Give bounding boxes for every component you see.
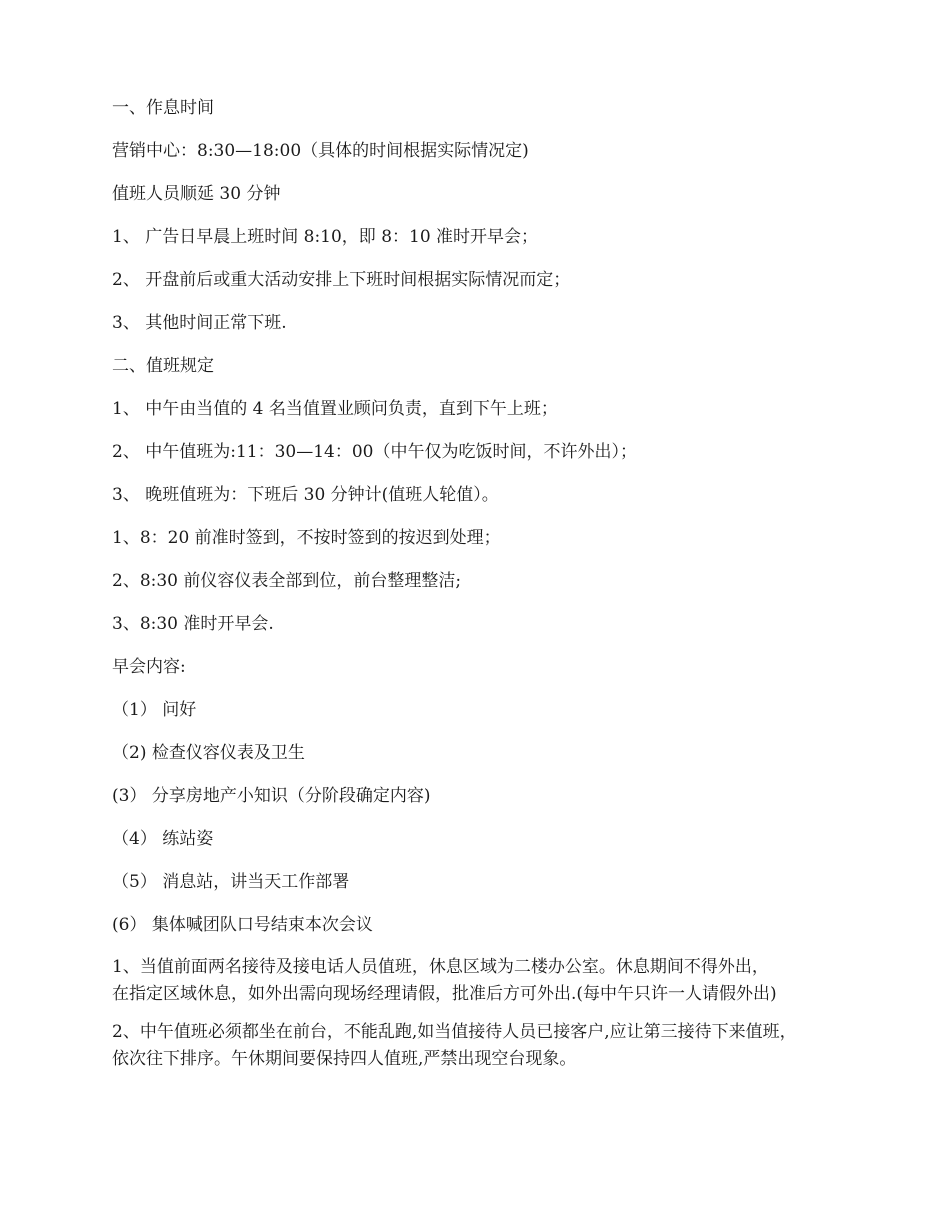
paragraph-lunch-duty — [112, 1019, 872, 1073]
list-item: 1、 中午由当值的 4 名当值置业顾问负责，直到下午上班； — [112, 399, 558, 419]
list-item: 2、8:30 前仪容仪表全部到位，前台整理整洁; — [112, 571, 462, 591]
list-item: 1、8：20 前准时签到，不按时签到的按迟到处理； — [112, 528, 501, 548]
paragraph-line: 2、中午值班必须都坐在前台，不能乱跑,如当值接待人员已接客户,应让第三接待下来值班， — [112, 1022, 797, 1042]
list-item: 1、 广告日早晨上班时间 8:10，即 8：10 准时开早会； — [112, 227, 539, 247]
paragraph-line: 依次往下排序。午休期间要保持四人值班,严禁出现空台现象。 — [112, 1049, 577, 1069]
list-item: 2、 开盘前后或重大活动安排上下班时间根据实际情况而定； — [112, 270, 571, 290]
section-heading-duty: 二、值班规定 — [112, 356, 214, 376]
text-line: 营销中心：8:30—18:00（具体的时间根据实际情况定) — [112, 141, 529, 161]
list-item: （5） 消息站，讲当天工作部署 — [112, 872, 350, 892]
section-heading-schedule: 一、作息时间 — [112, 98, 214, 118]
list-item: （1） 问好 — [112, 700, 197, 720]
subheading-morning-meeting: 早会内容: — [112, 657, 186, 677]
paragraph-line: 在指定区域休息，如外出需向现场经理请假，批准后方可外出.(每中午只许一人请假外出) — [112, 984, 777, 1004]
document-body — [112, 94, 872, 1084]
list-item: (3） 分享房地产小知识（分阶段确定内容) — [112, 786, 431, 806]
list-item: （4） 练站姿 — [112, 829, 214, 849]
list-item: （2) 检查仪容仪表及卫生 — [112, 743, 305, 763]
list-item: 3、 其他时间正常下班. — [112, 313, 287, 333]
text-line: 值班人员顺延 30 分钟 — [112, 184, 281, 204]
list-item: (6） 集体喊团队口号结束本次会议 — [112, 915, 373, 935]
list-item: 2、 中午值班为:11：30—14：00（中午仅为吃饭时间，不许外出）； — [112, 442, 637, 462]
list-item: 3、 晚班值班为：下班后 30 分钟计(值班人轮值）。 — [112, 485, 499, 505]
paragraph-lunch-rest — [112, 954, 872, 1008]
paragraph-line: 1、当值前面两名接待及接电话人员值班，休息区域为二楼办公室。休息期间不得外出， — [112, 957, 769, 977]
list-item: 3、8:30 准时开早会. — [112, 614, 274, 634]
